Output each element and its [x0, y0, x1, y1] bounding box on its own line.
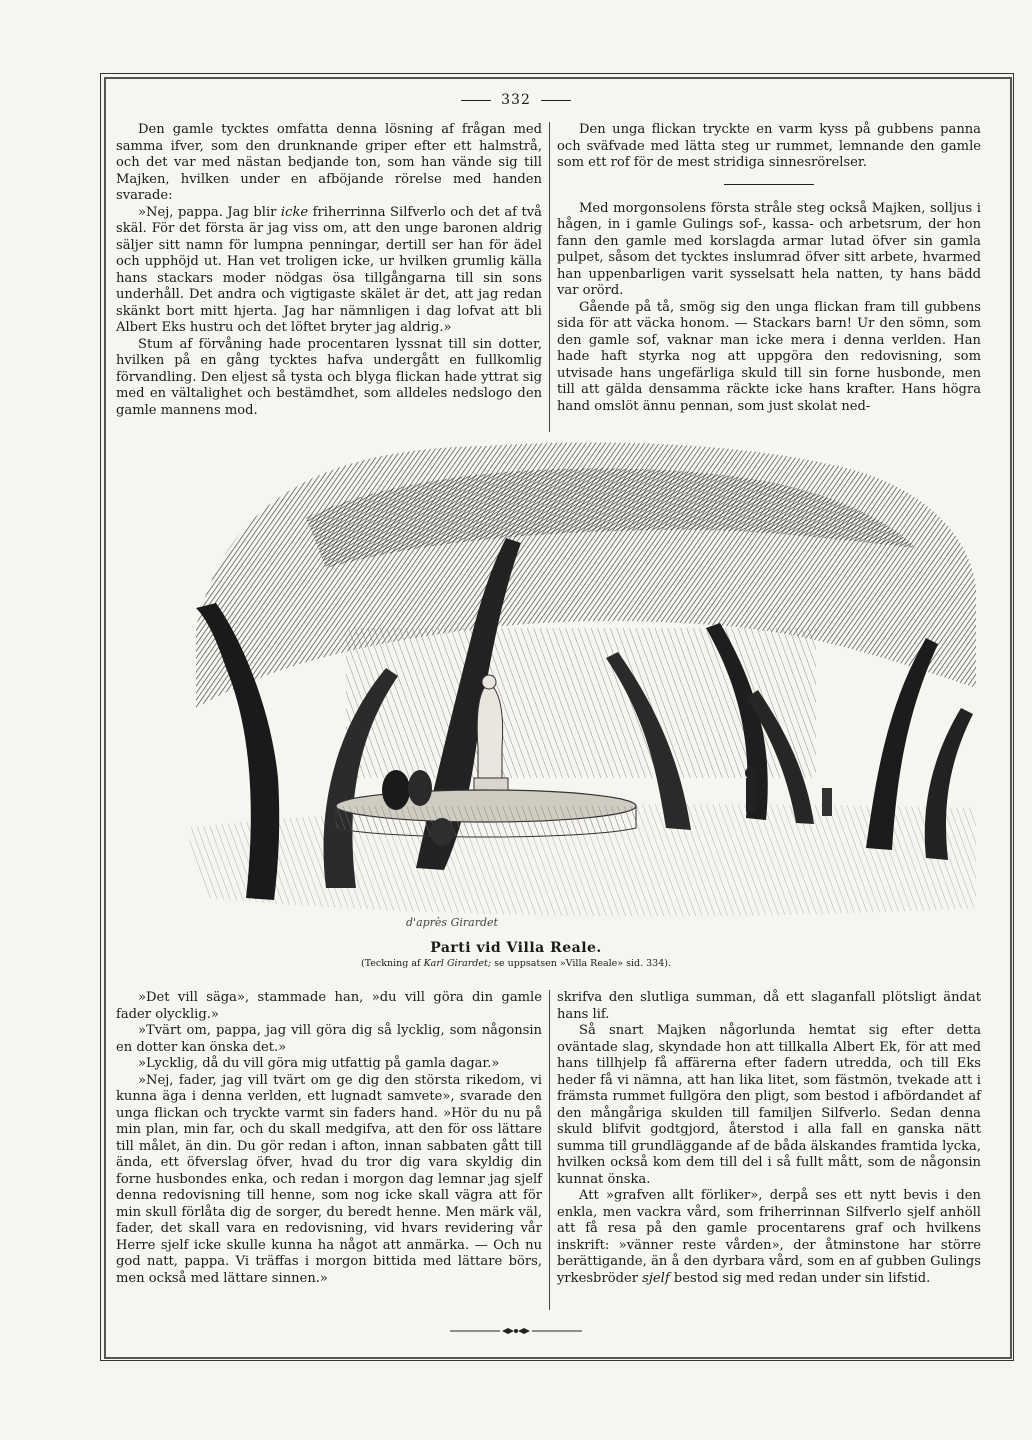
paragraph: skrifva den slutliga summan, då ett slaganfall plötsligt ändat hans lif. [557, 990, 981, 1022]
caption-credit: (Teckning af Karl Girardet; se uppsatsen »Villa Reale» sid. 334). [360, 958, 671, 969]
column-bottom-right [557, 990, 981, 1287]
paragraph: »Tvärt om, pappa, jag vill göra dig så lycklig, som någonsin en dotter kan önska det.» [116, 1023, 542, 1055]
paragraph: Med morgonsolens första stråle steg också Majken, solljus i hågen, in i gamle Gulings sof-, kassa- och arbetsrum, der hon fann den gamle med korslagda armar lutad öfver sin gamla pulpet, såsom det tycktes inslumrad öfver sitt arbete, hvarmed han uppenbarligen varit sysselsatt hela natten, ty hans bädd var orörd. [557, 200, 981, 298]
paragraph: »Nej, pappa. Jag blir icke friherrinna Silfverlo och det af två skäl. För det första är jag viss om, att den unge baronen aldrig säljer sitt namn för lumpna penningar, dertill ser han för ädel och upphöjd ut. Han vet troligen icke, ur hvilken grumlig källa hans stackars moder nödgas ösa tillgångarna till sin sons underhåll. Det andra och vigtigaste skälet är det, att jag redan skänkt bort mitt hjerta. Jag har nämnligen i dag lofvat att bli Albert Eks hustru och det löftet bryter jag aldrig.» [116, 204, 542, 335]
column-divider [549, 122, 550, 432]
column-top-right [557, 122, 981, 415]
paragraph: Den unga flickan tryckte en varm kyss på gubbens panna och sväfvade med lätta steg ur rummet, lemnande den gamle som ett rof för de mest stridiga sinnesrörelser. [557, 122, 981, 170]
caption-title: Parti vid Villa Reale. [430, 940, 602, 956]
paragraph: Gående på tå, smög sig den unga flickan fram till gubbens sida för att väcka honom. — Stackars barn! Ur den sömn, som den gamle sof, vaknar man icke mera i denna verlden. Han hade haft styrka nog att uppgöra den redovisning, som utvisade hans ungefärliga skuld till sin forne husbonde, men till att gälda densamma räckte icke hans krafter. Hans högra hand omslöt ännu pennan, som just skolat ned- [557, 299, 981, 414]
paragraph: Den gamle tycktes omfatta denna lösning af frågan med samma ifver, som den drunknande griper efter ett halmstrå, och det var med nästan bedjande ton, som han vände sig till Majken, hvilken under en afböjande rörelse med handen svarade: [116, 122, 542, 203]
column-divider [549, 990, 550, 1310]
emphasis: icke [280, 204, 309, 220]
column-bottom-left [116, 990, 542, 1287]
illustration-caption [0, 940, 1032, 969]
paragraph: »Nej, fader, jag vill tvärt om ge dig den största rikedom, vi kunna äga i denna verlden, ett lugnadt samvete», svarade den unga flickan och tryckte varmt sin faders hand. »Hör du nu på min plan, min far, och du skall medgifva, att den för oss lättare till målet, än din. Du gör redan i afton, innan sabbaten gått till ända, ett öfverslag öfver, hvad du tror dig vara skyldig din forne husbondes enka, och redan i morgon dag lemnar jag sjelf denna redovisning till henne, som nog icke skall vägra att för min skull förlåta dig de sorger, du beredt henne. Men märk väl, fader, det skall vara en redovisning, vid hvars revidering vår Herre sjelf icke skulle kunna ha något att anmärka. — Och nu god natt, pappa. Vi träffas i morgon bittida med lättare börs, men också med lättare sinnen.» [116, 1072, 542, 1286]
column-top-left [116, 122, 542, 419]
page-number [0, 92, 1032, 108]
paragraph: Att »grafven allt förliker», derpå ses ett nytt bevis i den enkla, men vackra vård, som friherrinnan Silfverlo sjelf anhöll att få resa på den gamle procentarens graf och hvilkens inskrift: »vänner reste vården», der åtminstone har större berättigande, än å den dyrbara vård, som en af gubben Gulings yrkesbröder sjelf bestod sig med redan under sin lifstid. [557, 1188, 981, 1286]
section-divider [724, 184, 814, 185]
paragraph: Så snart Majken någorlunda hemtat sig efter detta oväntade slag, skyndade hon att tillkalla Albert Ek, för att med hans tillhjelp få affärerna efter fadern utredda, och till Eks heder få vi nämna, att han lika litet, som fästmön, tvekade att i främsta rummet fullgöra den pligt, som bestod i afbördandet af den mångåriga skulden till familjen Silfverlo. Sedan denna skuld blifvit godtgjord, återstod i alla fall en ganska nätt summa till grundläggande af de båda älskandes framtida lycka, hvilken också kom dem till del i så fullt mått, som de någonsin kunnat önska. [557, 1023, 981, 1187]
end-ornament [450, 1326, 582, 1336]
emphasis: sjelf [642, 1270, 670, 1286]
paragraph: »Det vill säga», stammade han, »du vill göra din gamle fader olycklig.» [116, 990, 542, 1022]
paragraph: Stum af förvåning hade procentaren lyssnat till sin dotter, hvilken på en gång tycktes hafva undergått en fullkomlig förvandling. Den eljest så tysta och blyga flickan hade yttrat sig med en vältalighet och bestämdhet, som alldeles nedslogo den gamle mannens mod. [116, 336, 542, 418]
page-number-text: 332 [501, 92, 531, 108]
engraving-villa-reale [186, 428, 976, 938]
paragraph: »Lycklig, då du vill göra mig utfattig på gamla dagar.» [138, 1056, 500, 1071]
engraving-signature: d'après Girardet [406, 916, 498, 929]
